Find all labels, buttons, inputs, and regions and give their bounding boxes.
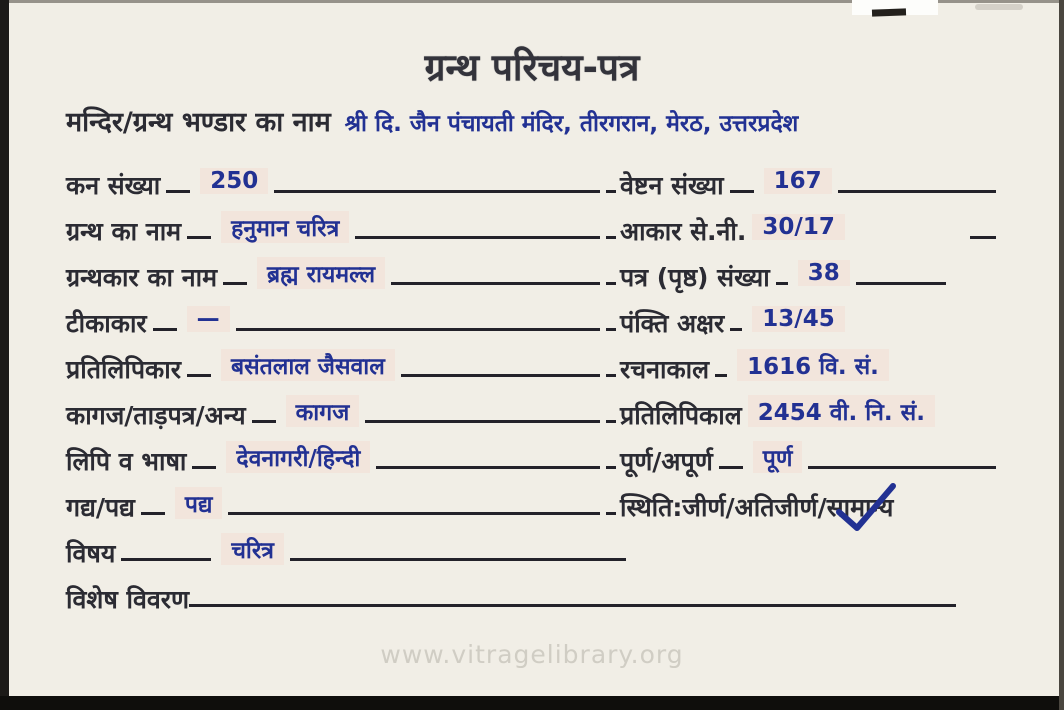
temple-name-field	[66, 102, 1046, 139]
rule-line	[730, 190, 754, 193]
field-label: सामान्य	[826, 493, 894, 522]
form-field-page-count	[606, 256, 996, 298]
scan-edge-left	[0, 0, 9, 710]
form-field-prose-verse	[66, 486, 600, 528]
scan-smudge	[975, 4, 1023, 10]
field-value: पद्य	[175, 487, 223, 519]
rule-line	[856, 282, 946, 285]
scan-edge-bottom	[0, 696, 1064, 710]
form-field-size-cm	[606, 210, 996, 252]
form-field-material	[66, 394, 600, 436]
form-field-copy-date	[606, 394, 1026, 436]
field-label: पूर्ण/अपूर्ण	[620, 447, 713, 476]
rule-line	[153, 328, 177, 331]
field-label: कागज/ताड़पत्र/अन्य	[66, 401, 246, 430]
form-field-bundle-number	[606, 164, 996, 206]
field-value: 30/17	[752, 214, 844, 240]
form-field-lines-letters	[606, 302, 996, 344]
field-label: आकार से.नी.	[620, 217, 747, 246]
field-label: स्थिति:जीर्ण/अतिजीर्ण/	[620, 493, 827, 522]
rule-line	[192, 466, 216, 469]
form-field-subject	[66, 532, 626, 574]
rule-line	[252, 420, 276, 423]
rule-line	[838, 190, 996, 193]
field-value: कागज	[286, 395, 360, 427]
rule-line	[236, 328, 600, 331]
field-value: 2454 वी. नि. सं.	[748, 395, 935, 427]
rule-line	[228, 512, 600, 515]
rule-line	[776, 282, 788, 285]
form-field-serial-number	[66, 164, 600, 206]
form-field-condition	[606, 486, 893, 528]
rule-line	[808, 466, 996, 469]
field-value: देवनागरी/हिन्दी	[226, 441, 370, 473]
watermark-text: www.vitragelibrary.org	[380, 640, 684, 669]
field-label: ग्रन्थ का नाम	[66, 217, 182, 246]
form-field-commentator	[66, 302, 600, 344]
rule-line	[355, 236, 600, 239]
field-label: वेष्टन संख्या	[620, 171, 724, 200]
rule-line	[274, 190, 600, 193]
rule-line	[715, 374, 727, 377]
page-title: ग्रन्थ परिचय-पत्र	[424, 46, 640, 89]
form-field-scribe	[66, 348, 600, 390]
rule-line	[187, 374, 211, 377]
rule-line	[606, 420, 616, 423]
rule-line	[121, 558, 211, 561]
field-value: 1616 वि. सं.	[737, 349, 889, 381]
scan-notch-mark	[872, 8, 906, 16]
field-label: लिपि व भाषा	[66, 447, 187, 476]
field-value: बसंतलाल जैसवाल	[221, 349, 395, 381]
field-value: 167	[764, 168, 832, 194]
form-field-composition-date	[606, 348, 996, 390]
rule-line	[189, 604, 956, 607]
rule-line	[606, 282, 616, 285]
field-label: पंक्ति अक्षर	[620, 309, 725, 338]
form-field-special-details	[66, 578, 956, 620]
rule-line	[290, 558, 626, 561]
field-label: कन संख्या	[66, 171, 161, 200]
field-label: पत्र (पृष्ठ) संख्या	[620, 263, 770, 292]
field-label: गद्य/पद्य	[66, 493, 135, 522]
rule-line	[187, 236, 211, 239]
rule-line	[606, 328, 616, 331]
rule-line	[606, 512, 616, 515]
field-value: 250	[200, 168, 268, 194]
scan-edge-right	[1059, 0, 1064, 710]
form-field-complete-incomplete	[606, 440, 996, 482]
field-label: टीकाकार	[66, 309, 147, 338]
form-field-script-language	[66, 440, 600, 482]
field-value: पूर्ण	[753, 441, 803, 473]
field-label: विशेष विवरण	[66, 585, 190, 614]
field-value: श्री दि. जैन पंचायती मंदिर, तीरगरान, मेरठ, उत्तरप्रदेश	[344, 111, 799, 137]
field-value: 38	[798, 260, 850, 286]
field-value: 13/45	[752, 306, 844, 332]
field-label: प्रतिलिपिकाल	[620, 401, 742, 430]
condition-checked-option	[827, 490, 894, 524]
rule-line	[970, 236, 996, 239]
rule-line	[606, 190, 616, 193]
form-field-book-name	[66, 210, 600, 252]
rule-line	[719, 466, 743, 469]
rule-line	[730, 328, 742, 331]
rule-line	[606, 466, 616, 469]
rule-line	[606, 236, 616, 239]
rule-line	[606, 374, 616, 377]
field-label: प्रतिलिपिकार	[66, 355, 181, 384]
field-value: चरित्र	[221, 533, 284, 565]
rule-line	[391, 282, 600, 285]
rule-line	[365, 420, 600, 423]
field-value: —	[187, 306, 230, 332]
rule-line	[401, 374, 600, 377]
field-label: विषय	[66, 539, 116, 568]
rule-line	[376, 466, 600, 469]
form-field-author-name	[66, 256, 600, 298]
field-label: रचनाकाल	[620, 355, 710, 384]
rule-line	[166, 190, 190, 193]
field-label: मन्दिर/ग्रन्थ भण्डार का नाम	[66, 107, 331, 138]
rule-line	[223, 282, 247, 285]
field-label: ग्रन्थकार का नाम	[66, 263, 218, 292]
field-value: हनुमान चरित्र	[221, 211, 349, 243]
field-value: ब्रह्म रायमल्ल	[257, 257, 385, 289]
rule-line	[141, 512, 165, 515]
